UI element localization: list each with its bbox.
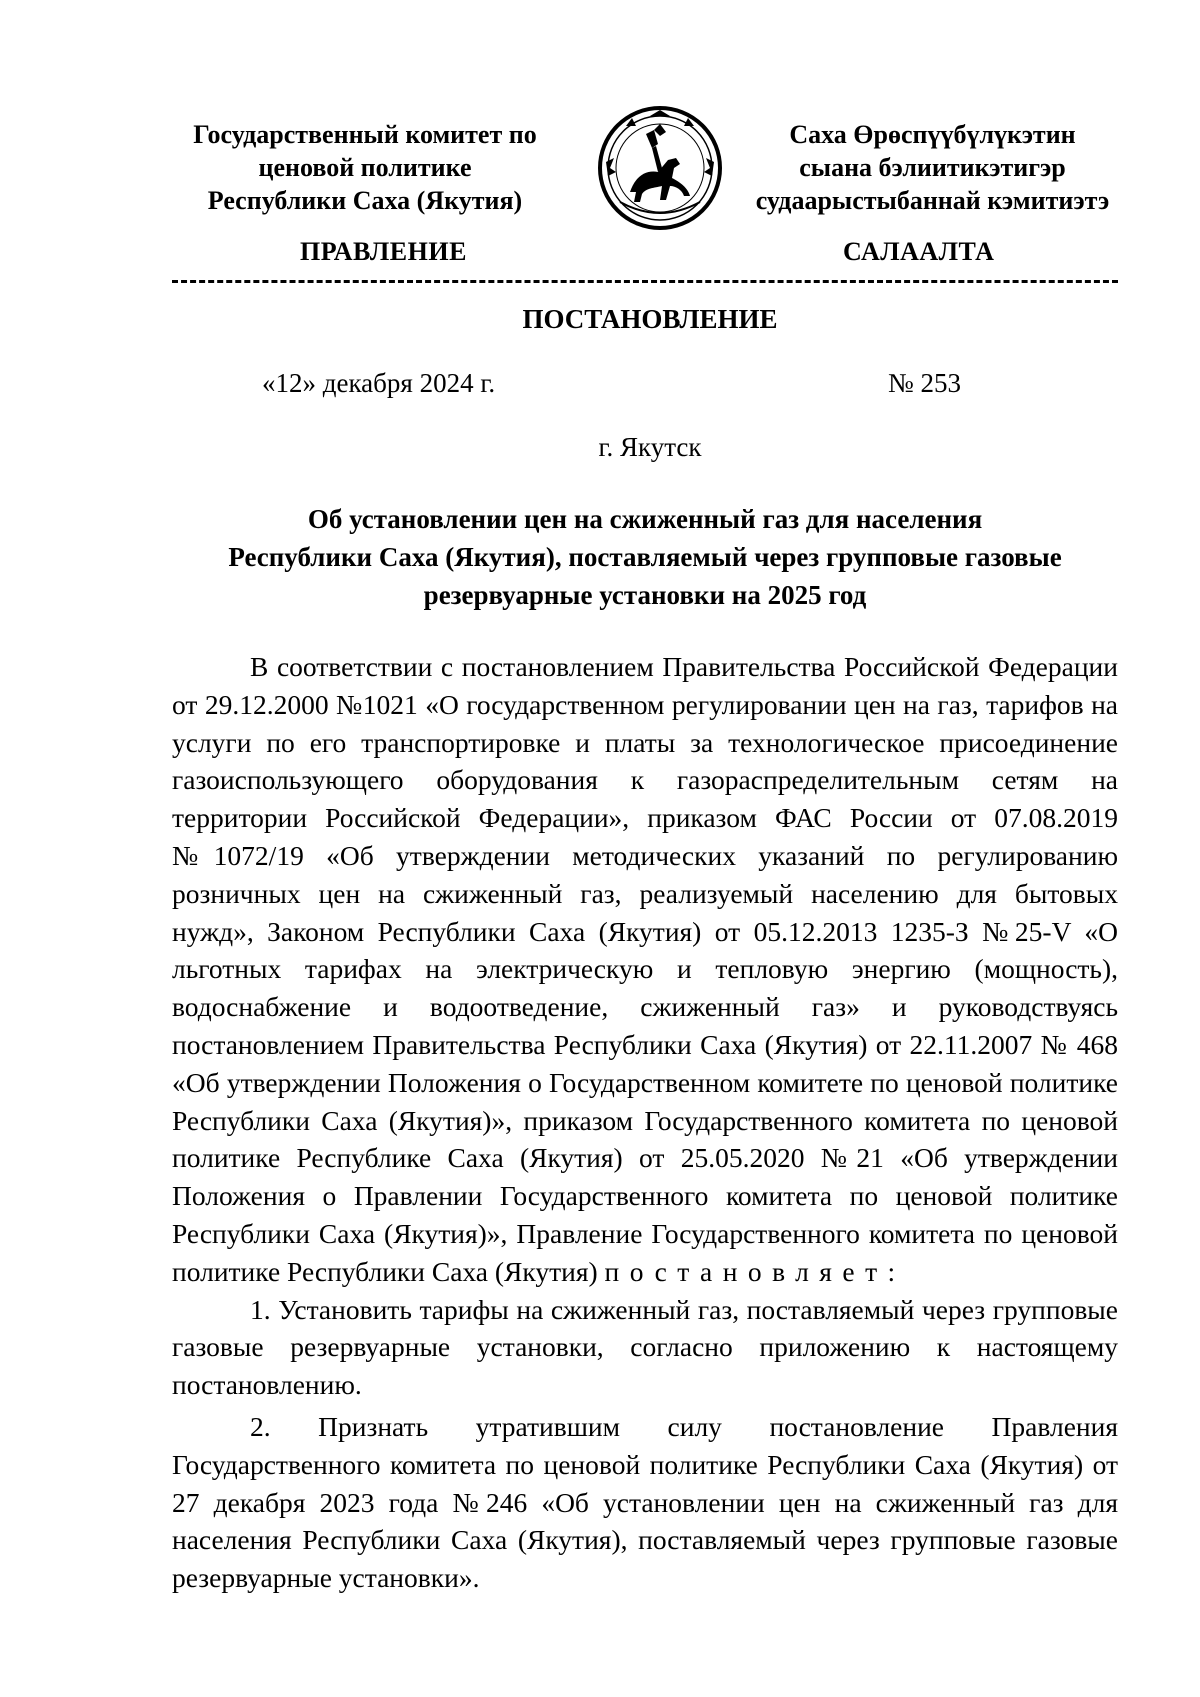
title-line: резервуарные установки на 2025 год bbox=[423, 580, 867, 610]
document-date: «12» декабря 2024 г. bbox=[262, 368, 496, 398]
issuer-line: Государственный комитет по bbox=[193, 120, 537, 149]
issuer-name-yakut bbox=[735, 118, 1130, 217]
issuer-line: сыана бэлиитикэтигэр bbox=[799, 153, 1066, 182]
preamble-text: В соответствии с постановлением Правительства Российской Федерации от 29.12.2000 №1021 «О государственном регулировании цен на газ, тарифов на услуги по его транспортировке и платы за технологическое присоединение газоиспользующего оборудования к газораспределительным сетям на территории Российской Федерации», приказом ФАС России от 07.08.2019 №1072/19 «Об утверждении методических указаний по регулированию розничных цен на сжиженный газ, реализуемый населению для бытовых нужд», Законом Республики Саха (Якутия) от 05.12.2013 1235-З №25-V «О льготных тарифах на электрическую и тепловую энергию (мощность), водоснабжение и водоотведение, сжиженный газ» и руководствуясь постановлением Правительства Республики Саха (Якутия) от 22.11.2007 № 468 «Об утверждении Положения о Государственном комитете по ценовой политике Республики Саха (Якутия)», приказом Государственного комитета по ценовой политике Республике Саха (Якутия) от 25.05.2020 №21 «Об утверждении Положения о Правлении Государственного комитета по ценовой политике Республики Саха (Якутия)», Правление Государственного комитета по ценовой политике Республики Саха (Якутия) bbox=[172, 651, 1118, 1287]
title-line: Об установлении цен на сжиженный газ для населения bbox=[307, 504, 983, 534]
resolution-item-2: 2. Признать утратившим силу постановление Правления Государственного комитета по ценовой политике Республики Саха (Якутия) от 27 декабря 2023 года №246 «Об установлении цен на сжиженный газ для населения Республики Саха (Якутия), поставляемый через групповые газовые резервуарные установки». bbox=[172, 1410, 1118, 1594]
document-number: № 253 bbox=[888, 368, 962, 398]
issuer-line: ценовой политике bbox=[258, 153, 472, 182]
resolves-word: постановляет: bbox=[604, 1255, 906, 1287]
header-divider bbox=[172, 280, 1118, 283]
document-title bbox=[170, 500, 1120, 614]
document-body bbox=[172, 648, 1118, 1597]
issuer-line: Саха Өрөспүүбүлүкэтин bbox=[789, 120, 1076, 149]
issuer-name-russian bbox=[175, 118, 555, 217]
resolution-item-1: 1. Установить тарифы на сжиженный газ, поставляемый через групповые газовые резервуарные установки, согласно приложению к настоящему постановлению. bbox=[172, 1293, 1118, 1401]
board-label-yakut: САЛААЛТА bbox=[843, 237, 995, 266]
document-city: г. Якутск bbox=[598, 432, 702, 462]
coat-of-arms-icon bbox=[596, 104, 724, 232]
issuer-line: судаарыстыбаннай кэмитиэтэ bbox=[755, 186, 1110, 215]
preamble-paragraph bbox=[172, 648, 1118, 1291]
issuer-line: Республики Саха (Якутия) bbox=[207, 186, 523, 215]
title-line: Республики Саха (Якутия), поставляемый через групповые газовые bbox=[228, 542, 1062, 572]
board-label-russian: ПРАВЛЕНИЕ bbox=[300, 237, 467, 266]
document-type: ПОСТАНОВЛЕНИЕ bbox=[522, 304, 778, 334]
